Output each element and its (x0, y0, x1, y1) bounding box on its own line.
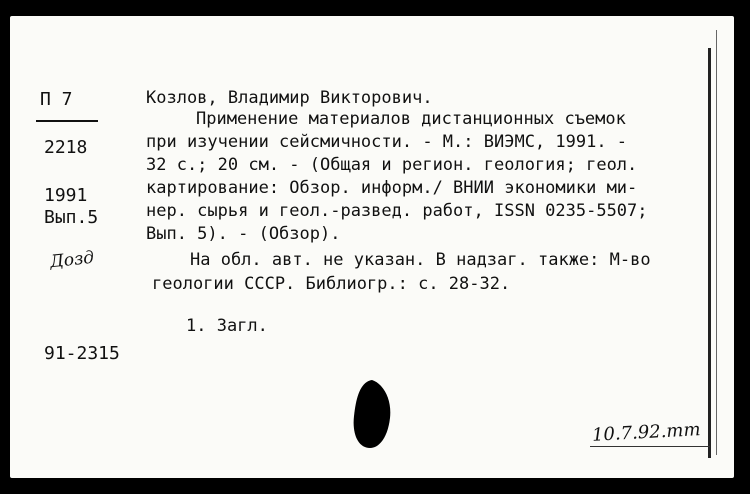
note-line-1: На обл. авт. не указан. В надзаг. также: М-во (190, 250, 651, 270)
title-line-4: картирование: Обзор. информ./ ВНИИ экономики ми- (146, 178, 638, 198)
title-line-6: Вып. 5). - (Обзор). (146, 224, 341, 244)
date-underline (590, 446, 710, 447)
year-label: 1991 (44, 185, 88, 206)
handwritten-date: 10.7.92.тт (591, 419, 702, 446)
punch-hole (350, 378, 394, 450)
tracing: 1. Загл. (186, 316, 268, 336)
accession-number: 91-2315 (44, 343, 120, 364)
shelf-mark: П 7 (40, 89, 73, 110)
title-line-2: при изучении сейсмичности. - М.: ВИЭМС, 1991. - (146, 132, 628, 152)
card-right-thin-rule (716, 30, 717, 455)
author-heading: Козлов, Владимир Викторович. (146, 88, 433, 108)
title-line-1: Применение материалов дистанционных съемок (196, 109, 626, 129)
call-number: 2218 (44, 137, 88, 158)
title-line-5: нер. сырья и геол.-развед. работ, ISSN 0235-5507; (146, 201, 648, 221)
shelf-mark-underline (36, 120, 98, 122)
handwritten-mark: Дозд (49, 247, 96, 273)
title-line-3: 32 с.; 20 см. - (Общая и регион. геология; геол. (146, 155, 638, 175)
issue-label: Вып.5 (44, 207, 99, 228)
card-right-rule (708, 48, 711, 458)
note-line-2: геологии СССР. Библиогр.: с. 28-32. (152, 274, 511, 294)
